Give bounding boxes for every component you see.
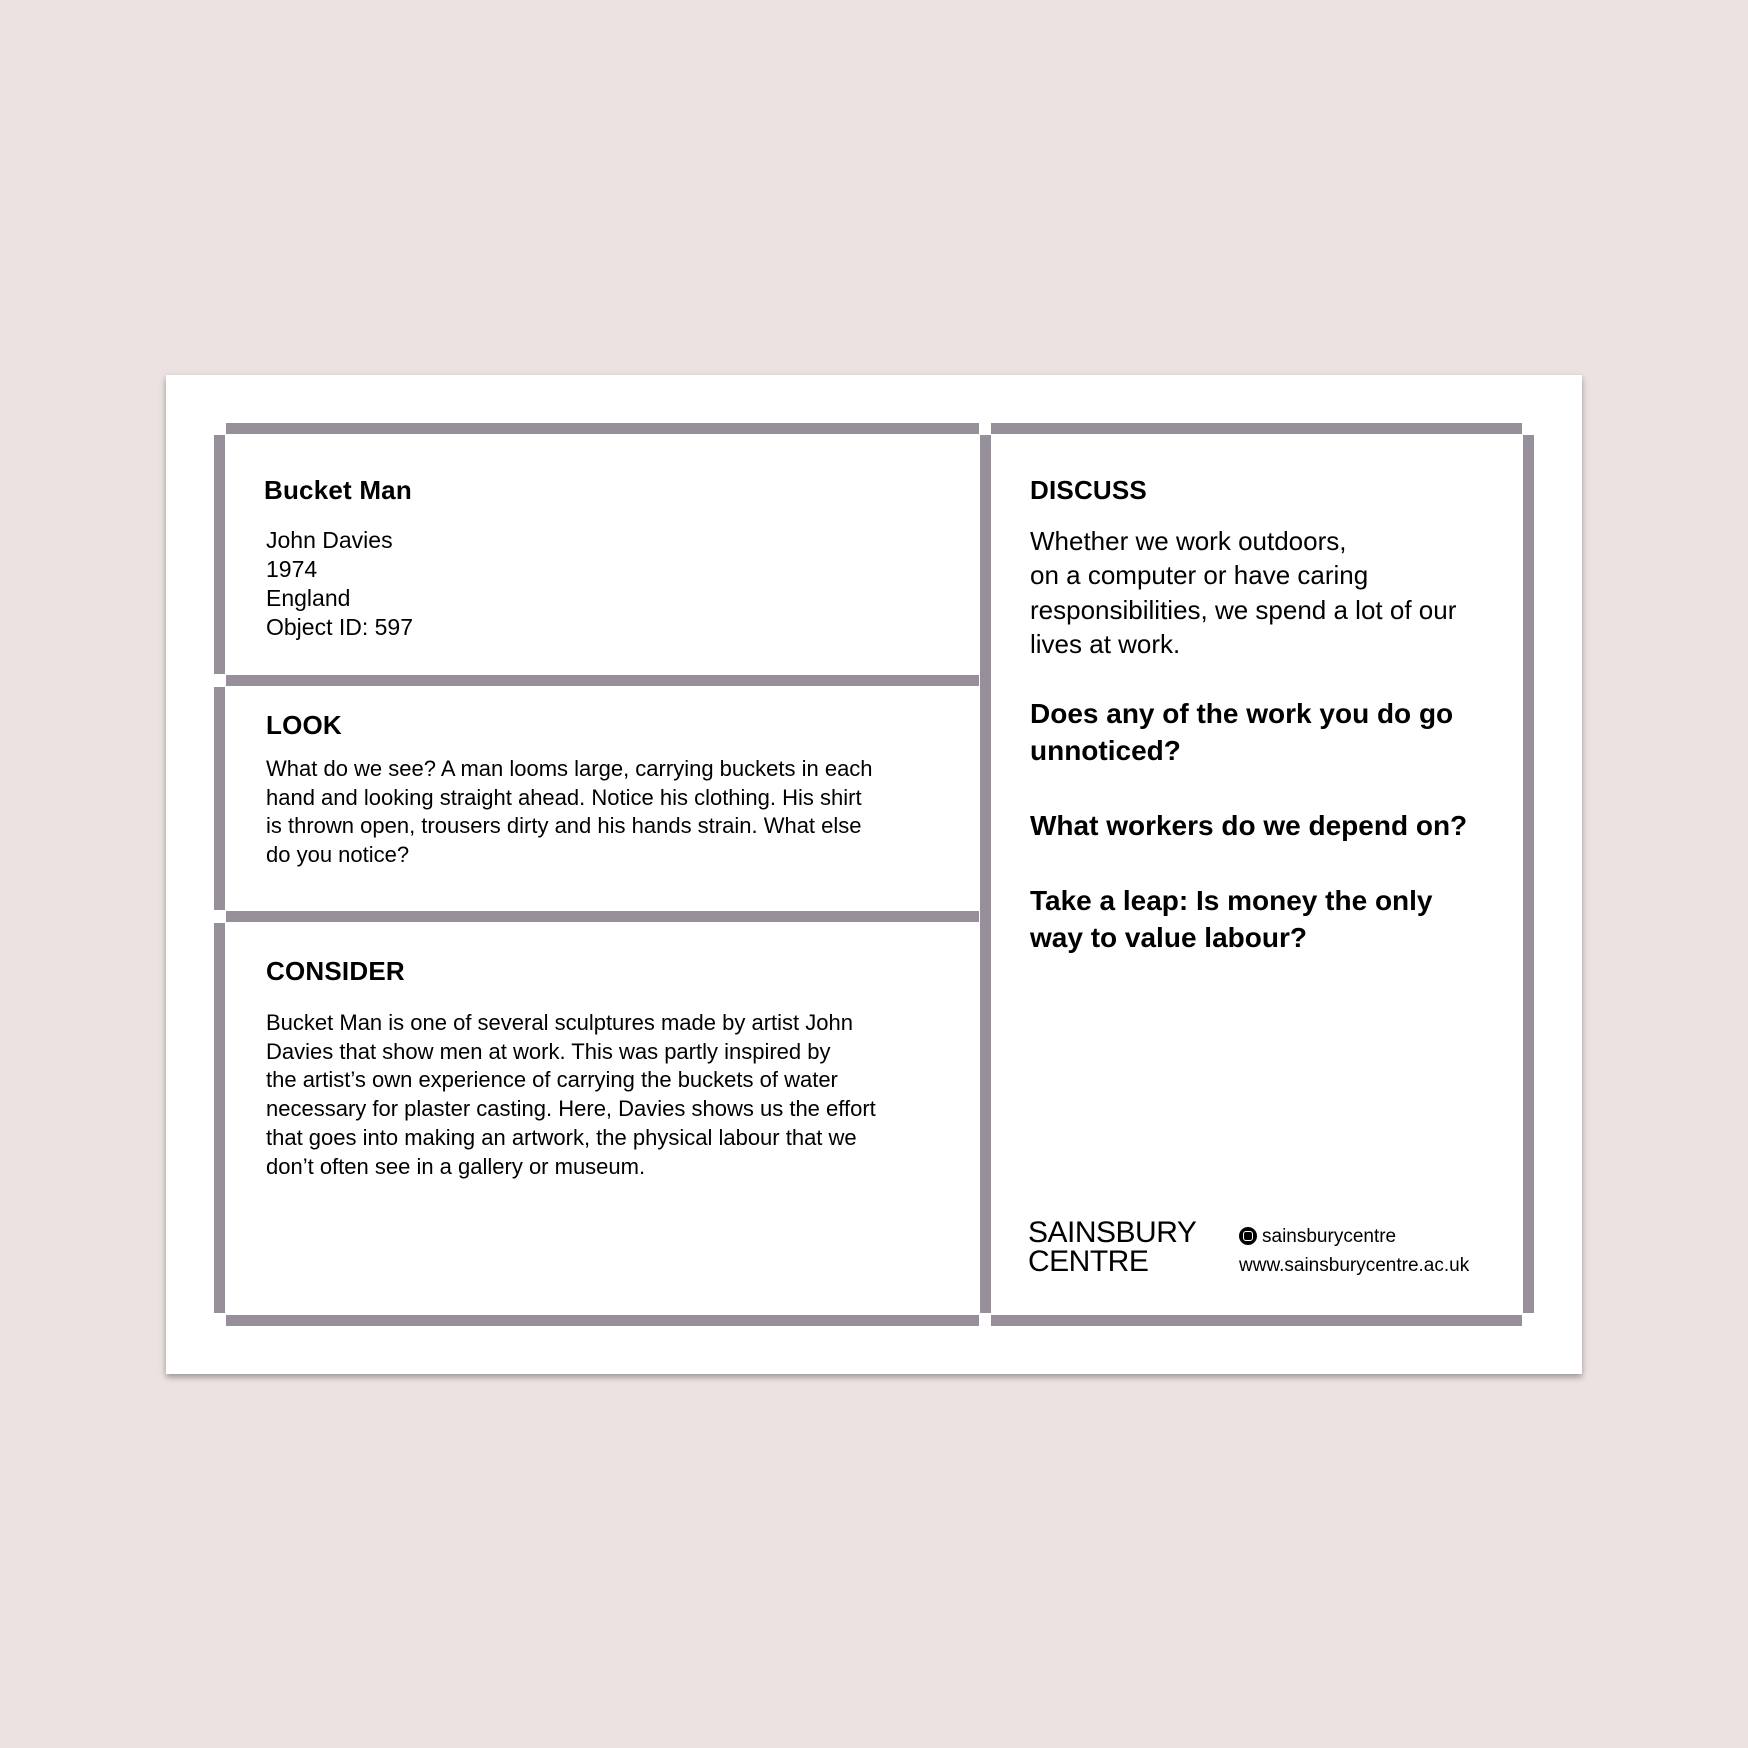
look-heading: LOOK: [266, 710, 342, 740]
artwork-country: England: [266, 585, 351, 611]
discuss-heading: DISCUSS: [1030, 475, 1147, 505]
frame-left-3: [214, 923, 225, 1313]
discuss-intro: Whether we work outdoors, on a computer or have caring responsibilities, we spend a lot of our lives at work.: [1030, 526, 1457, 659]
artwork-title: Bucket Man: [264, 475, 412, 505]
artwork-year: 1974: [266, 556, 318, 582]
question-workers: What workers do we depend on?: [1030, 810, 1468, 841]
frame-middle: [980, 435, 991, 1313]
question-value-labour: Take a leap: Is money the only way to value labour?: [1030, 885, 1433, 953]
instagram-icon: [1239, 1227, 1257, 1245]
frame-divider-2: [226, 911, 979, 922]
instagram-handle: sainsburycentre: [1262, 1226, 1397, 1247]
object-id: Object ID: 597: [266, 614, 414, 640]
frame-left-2: [214, 687, 225, 910]
look-text: What do we see? A man looms large, carrying buckets in each hand and looking straight ahead. Notice his clothing. His shirt is thrown open, trousers dirty and his hands strain. What else do you notice?: [266, 756, 873, 868]
frame-left-1: [214, 435, 225, 674]
info-card: [166, 375, 1582, 1374]
frame-divider-1: [226, 675, 979, 686]
website-link[interactable]: www.sainsburycentre.ac.uk: [1239, 1255, 1470, 1276]
frame-top-right: [991, 423, 1522, 434]
sainsbury-centre-logo: SAINSBURY CENTRE: [1028, 1216, 1197, 1278]
consider-text: Bucket Man is one of several sculptures made by artist John Davies that show men at work. This was partly inspired by the artist’s own experience of carrying the buckets of water necessary for plaster casting. Here, Davies shows us the effort that goes into making an artwork, the physical labour that we don’t often see in a gallery or museum.: [266, 1010, 876, 1179]
frame-bottom-left: [226, 1315, 979, 1326]
question-unnoticed-work: Does any of the work you do go unnoticed?: [1030, 698, 1454, 766]
frame-bottom-right: [991, 1315, 1522, 1326]
frame-right: [1523, 435, 1534, 1313]
artist-name: John Davies: [266, 527, 393, 553]
instagram-link[interactable]: [1239, 1222, 1396, 1251]
consider-heading: CONSIDER: [266, 956, 405, 986]
frame-top-left: [226, 423, 979, 434]
